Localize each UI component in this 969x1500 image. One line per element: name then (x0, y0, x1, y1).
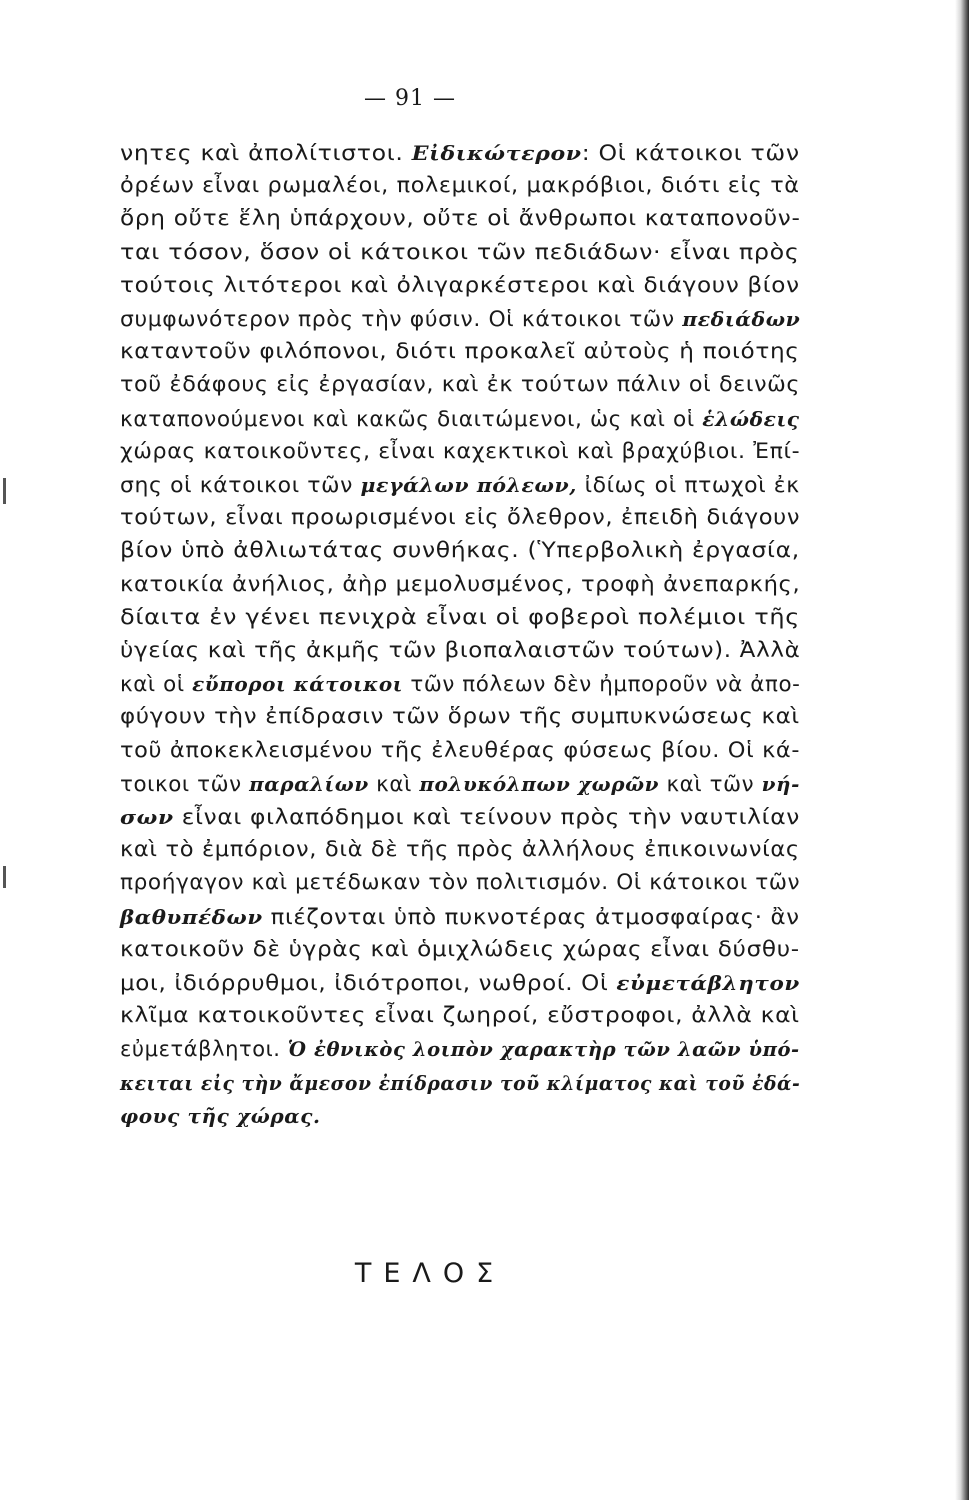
emphasis-text: Ὁ ἐθνικὸς λοιπὸν χαρακτὴρ τῶν λαῶν ὑπό- (287, 1037, 800, 1062)
line-text: τοικοι τῶν (120, 771, 250, 797)
text-line (120, 833, 800, 867)
text-line (120, 999, 800, 1033)
line-text: εὐμετάβλητοι. (120, 1037, 288, 1063)
line-text: συμφωνότερον πρὸς τὴν φύσιν. Οἱ κάτοικοι τῶν (120, 307, 683, 332)
text-line (120, 1066, 800, 1100)
emphasis-text: παραλίων (249, 771, 369, 796)
emphasis-text: εὐμετάβλητον (616, 971, 800, 995)
margin-mark (3, 866, 6, 888)
text-line (120, 335, 800, 369)
line-text: καὶ οἱ (120, 672, 193, 698)
text-line (120, 534, 800, 568)
line-text: εἶναι φιλαπόδημοι καὶ τείνουν πρὸς τὴν ναυτιλίαν (173, 805, 800, 830)
emphasis-text: πολυκόλπων χωρῶν (419, 771, 660, 796)
line-text: δίαιτα ἐν γένει πενιχρὰ εἶναι οἱ φοβεροὶ πολέμιοι τῆς (120, 604, 800, 630)
line-text: μοι, ἰδιόρρυθμοι, ἰδιότροποι, νωθροί. Οἱ (120, 971, 617, 996)
line-text: βίον ὑπὸ ἀθλιωτάτας συνθήκας. (Ὑπερβολικὴ ἐργασία, (120, 538, 800, 564)
text-line (120, 501, 800, 535)
line-text: νητες καὶ ἀπολίτιστοι. (120, 141, 412, 166)
text-line (120, 368, 800, 402)
line-text: τούτοις λιτότεροι καὶ ὀλιγαρκέστεροι καὶ διάγουν βίον (120, 272, 800, 298)
line-text: φύγουν τὴν ἐπίδρασιν τῶν ὅρων τῆς συμπυκνώσεως καὶ (120, 704, 800, 730)
text-line (120, 900, 800, 934)
emphasis-text: ἑλώδεις (702, 406, 800, 431)
text-line (120, 202, 800, 236)
line-text: προήγαγον καὶ μετέδωκαν τὸν πολιτισμόν. Οἱ κάτοικοι τῶν (120, 870, 801, 896)
page-edge-shadow (955, 0, 969, 1500)
text-line (120, 700, 800, 734)
line-text: καταντοῦν φιλόπονοι, διότι προκαλεῖ αὐτοὺς ἡ ποιότης (120, 339, 800, 365)
page-number: — 91 — (364, 86, 456, 111)
line-text: κλῖμα κατοικοῦντες εἶναι ζωηροί, εὔστροφοι, ἀλλὰ καὶ (120, 1003, 800, 1029)
line-text: τῶν πόλεων δὲν ἠμποροῦν νὰ ἀπο- (402, 672, 801, 698)
text-line (120, 136, 800, 170)
text-line (120, 767, 800, 801)
line-text: πιέζονται ὑπὸ πυκνοτέρας ἀτμοσφαίρας· ἂν (262, 904, 800, 930)
text-line (120, 734, 800, 768)
line-text: τοῦ ἀποκεκλεισμένου τῆς ἐλευθέρας φύσεως βίου. Οἱ κά- (120, 737, 801, 763)
text-line (120, 169, 800, 203)
emphasis-text: νή- (761, 771, 800, 796)
text-line (120, 667, 800, 701)
text-line (120, 1032, 800, 1066)
emphasis-text: κειται εἰς τὴν ἄμεσον ἐπίδρασιν τοῦ κλίματος καὶ τοῦ ἐδά- (120, 1070, 801, 1095)
line-text: τούτων, εἶναι προωρισμένοι εἰς ὄλεθρον, ἐπειδὴ διάγουν (120, 505, 801, 531)
text-line (120, 601, 800, 635)
text-line (120, 933, 800, 967)
line-text: : Οἱ κάτοικοι τῶν (581, 141, 800, 166)
text-line (120, 966, 800, 1000)
line-text: ἰδίως οἱ πτωχοὶ ἐκ (577, 473, 800, 498)
text-line (120, 302, 800, 336)
text-line (120, 402, 800, 436)
text-line (120, 634, 800, 668)
text-line (120, 236, 799, 270)
end-word: ΤΕΛΟΣ (354, 1258, 506, 1289)
line-text: ται τόσον, ὅσον οἱ κάτοικοι τῶν πεδιάδων· εἶναι πρὸς (120, 239, 800, 265)
text-line (120, 269, 800, 303)
line-text: καὶ τῶν (659, 771, 762, 797)
line-text: καὶ τὸ ἐμπόριον, διὰ δὲ τῆς πρὸς ἀλλήλους ἐπικοινωνίας (120, 837, 800, 863)
emphasis-text: Εἰδικώτερον (411, 141, 582, 165)
emphasis-text: εὔποροι κάτοικοι (192, 672, 403, 697)
line-text: ὀρέων εἶναι ρωμαλέοι, πολεμικοί, μακρόβιοι, διότι εἰς τὰ (120, 173, 800, 199)
line-text: ὄρη οὔτε ἕλη ὑπάρχουν, οὔτε οἱ ἄνθρωποι καταπονοῦν- (120, 206, 801, 232)
line-text: καταπονούμενοι καὶ κακῶς διαιτώμενοι, ὡς καὶ οἱ (120, 406, 703, 432)
line-text: κατοικοῦν δὲ ὑγρὰς καὶ ὁμιχλώδεις χώρας εἶναι δύσθυ- (120, 936, 800, 962)
emphasis-text: φους τῆς χώρας. (120, 1103, 321, 1128)
line-text: τοῦ ἐδάφους εἰς ἐργασίαν, καὶ ἐκ τούτων πάλιν οἱ δεινῶς (120, 372, 801, 398)
text-line (120, 435, 800, 469)
line-text: καὶ (368, 771, 420, 797)
line-text: ὑγείας καὶ τῆς ἀκμῆς τῶν βιοπαλαιστῶν τούτων). Ἀλλὰ (120, 638, 801, 663)
emphasis-text: σων (120, 805, 174, 829)
text-line (120, 1099, 321, 1133)
line-text: κατοικία ἀνήλιος, ἀὴρ μεμολυσμένος, τροφὴ ἀνεπαρκής, (120, 571, 801, 597)
text-line (120, 568, 800, 602)
emphasis-text: βαθυπέδων (120, 904, 263, 929)
emphasis-text: πεδιάδων (682, 307, 801, 331)
line-text: σης οἱ κάτοικοι τῶν (120, 473, 361, 498)
margin-mark (3, 478, 6, 504)
text-line (120, 468, 800, 502)
text-line (120, 800, 800, 834)
line-text: χώρας κατοικοῦντες, εἶναι καχεκτικοὶ καὶ βραχύβιοι. Ἐπί- (120, 438, 801, 464)
emphasis-text: μεγάλων πόλεων, (360, 473, 578, 497)
text-line (120, 866, 800, 900)
